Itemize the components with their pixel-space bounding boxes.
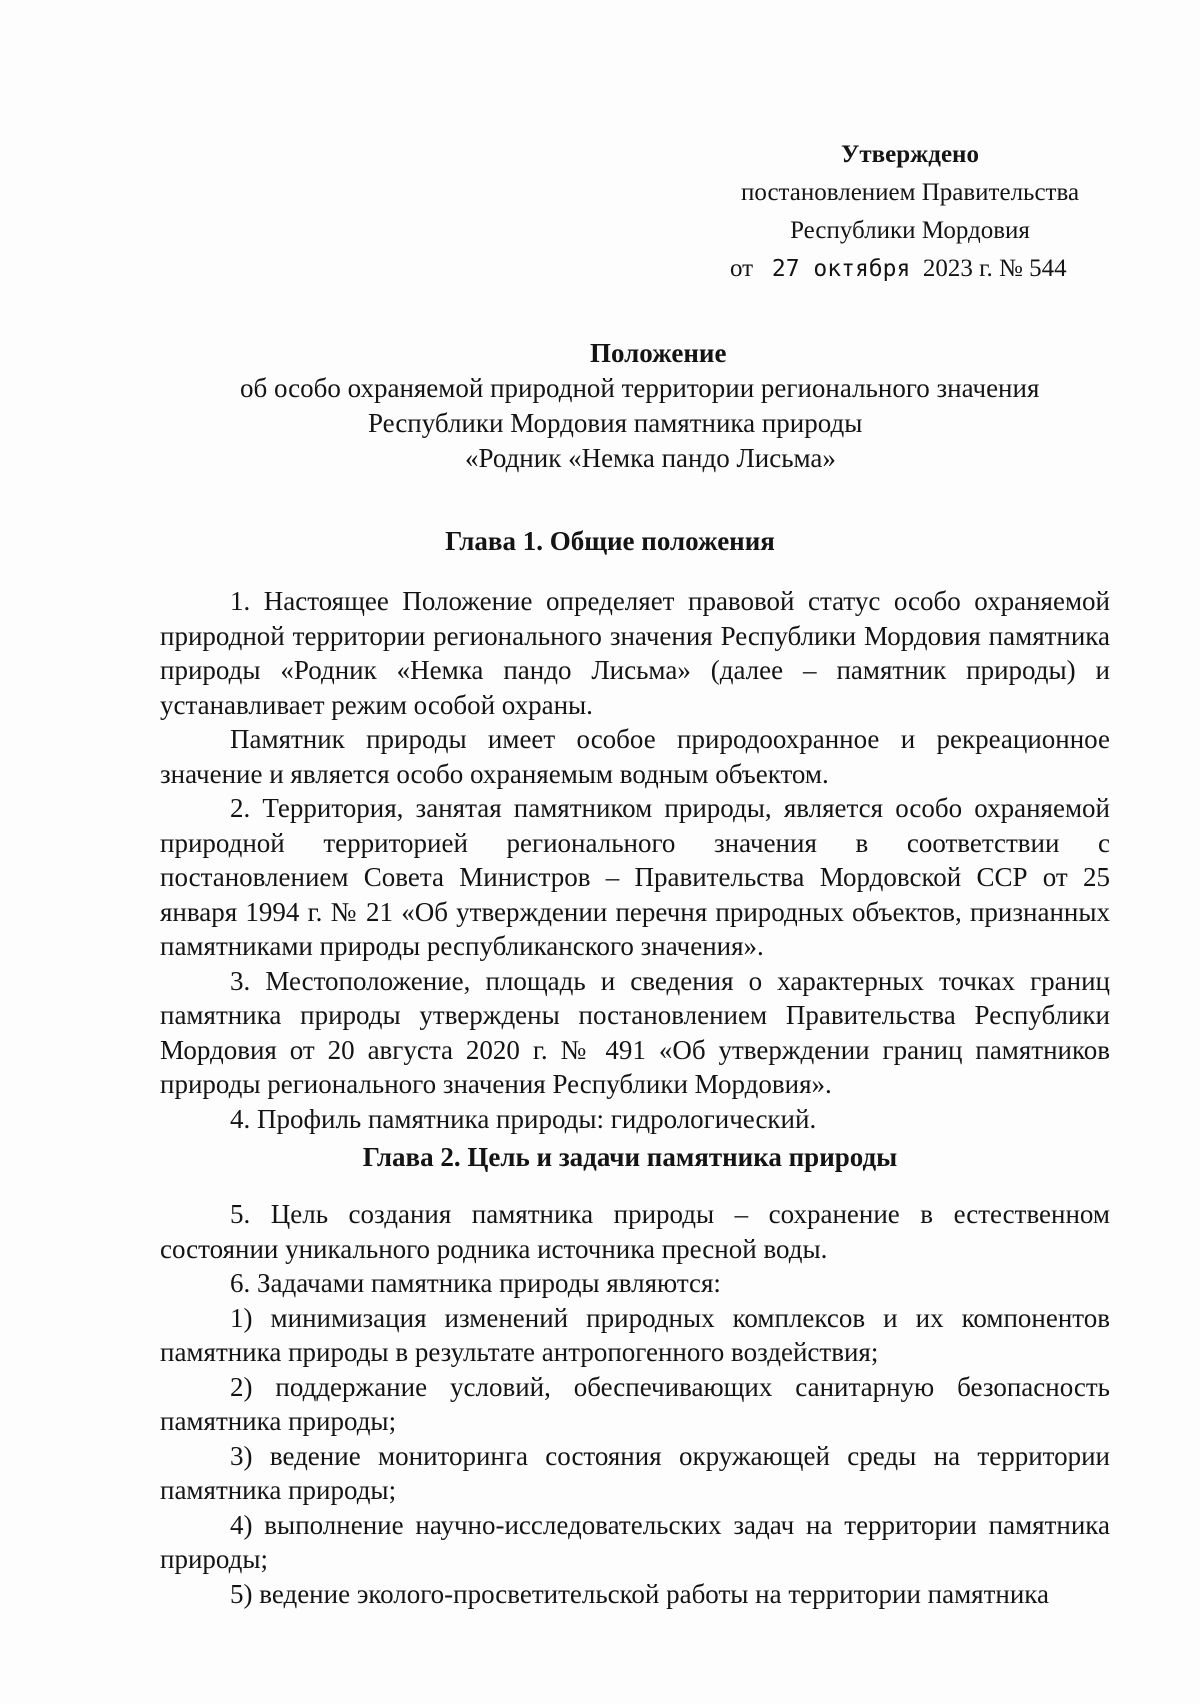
title-line-2: Республики Мордовия памятника природы — [368, 408, 863, 438]
paragraph: 6. Задачами памятника природы являются: — [230, 1268, 721, 1298]
paragraph: 3. Местоположение, площадь и сведения о характерных точках границ памятника природы утверждены постановлением Правительства Республики Мордовия от 20 августа 2020 г. № 491 «Об утверждении границ памятников природы регионального значения Республики Мордовия». — [160, 965, 1110, 1099]
chapter-2-body — [160, 1197, 1110, 1611]
paragraph: 4. Профиль памятника природы: гидрологический. — [230, 1103, 817, 1134]
paragraph: 1. Настоящее Положение определяет правовой статус особо охраняемой природной территории регионального значения Республики Мордовия памятника природы «Родник «Немка пандо Лисьма» (далее – памятник природы) и устанавливает режим особой охраны. — [160, 586, 1110, 720]
paragraph: 5) ведение эколого-просветительской работы на территории памятника — [230, 1578, 1049, 1609]
paragraph: 2) поддержание условий, обеспечивающих санитарную безопасность памятника природы; — [160, 1371, 1110, 1436]
date-suffix: 2023 г. № 544 — [922, 255, 1067, 282]
date-handwritten: 27 октября — [771, 256, 911, 282]
paragraph: 1) минимизация изменений природных комплексов и их компонентов памятника природы в результате антропогенного воздействия; — [160, 1302, 1110, 1367]
chapter-1-heading: Глава 1. Общие положения — [445, 526, 775, 556]
approval-date — [720, 250, 1100, 288]
chapter-2-heading: Глава 2. Цель и задачи памятника природы — [362, 1142, 898, 1172]
title-heading: Положение — [590, 338, 727, 368]
paragraph: 3) ведение мониторинга состояния окружающей среды на территории памятника природы; — [160, 1440, 1110, 1505]
paragraph: 4) выполнение научно-исследовательских задач на территории памятника природы; — [160, 1509, 1110, 1574]
paragraph: 5. Цель создания памятника природы – сохранение в естественном состоянии уникального родника источника пресной воды. — [160, 1199, 1110, 1264]
approval-line-2: Республики Мордовия — [790, 217, 1030, 244]
approved-label: Утверждено — [841, 141, 979, 168]
title-line-3: «Родник «Немка пандо Лисьма» — [465, 443, 836, 473]
approval-stamp — [720, 136, 1100, 288]
approval-line-1: постановлением Правительства — [740, 179, 1080, 206]
date-prefix: от — [730, 255, 754, 282]
chapter-1-body — [160, 584, 1110, 1136]
paragraph: 2. Территория, занятая памятником природы, является особо охраняемой природной территорией регионального значения в соответствии с постановлением Совета Министров – Правительства Мордовской ССР от 25 января 1994 г. № 21 «Об утверждении перечня природных объектов, признанных памятниками природы республиканского значения». — [160, 793, 1110, 961]
document-title — [150, 336, 1150, 476]
paragraph: Памятник природы имеет особое природоохранное и рекреационное значение и является особо охраняемым водным объектом. — [160, 724, 1110, 789]
title-line-1: об особо охраняемой природной территории регионального значения — [240, 373, 1040, 403]
